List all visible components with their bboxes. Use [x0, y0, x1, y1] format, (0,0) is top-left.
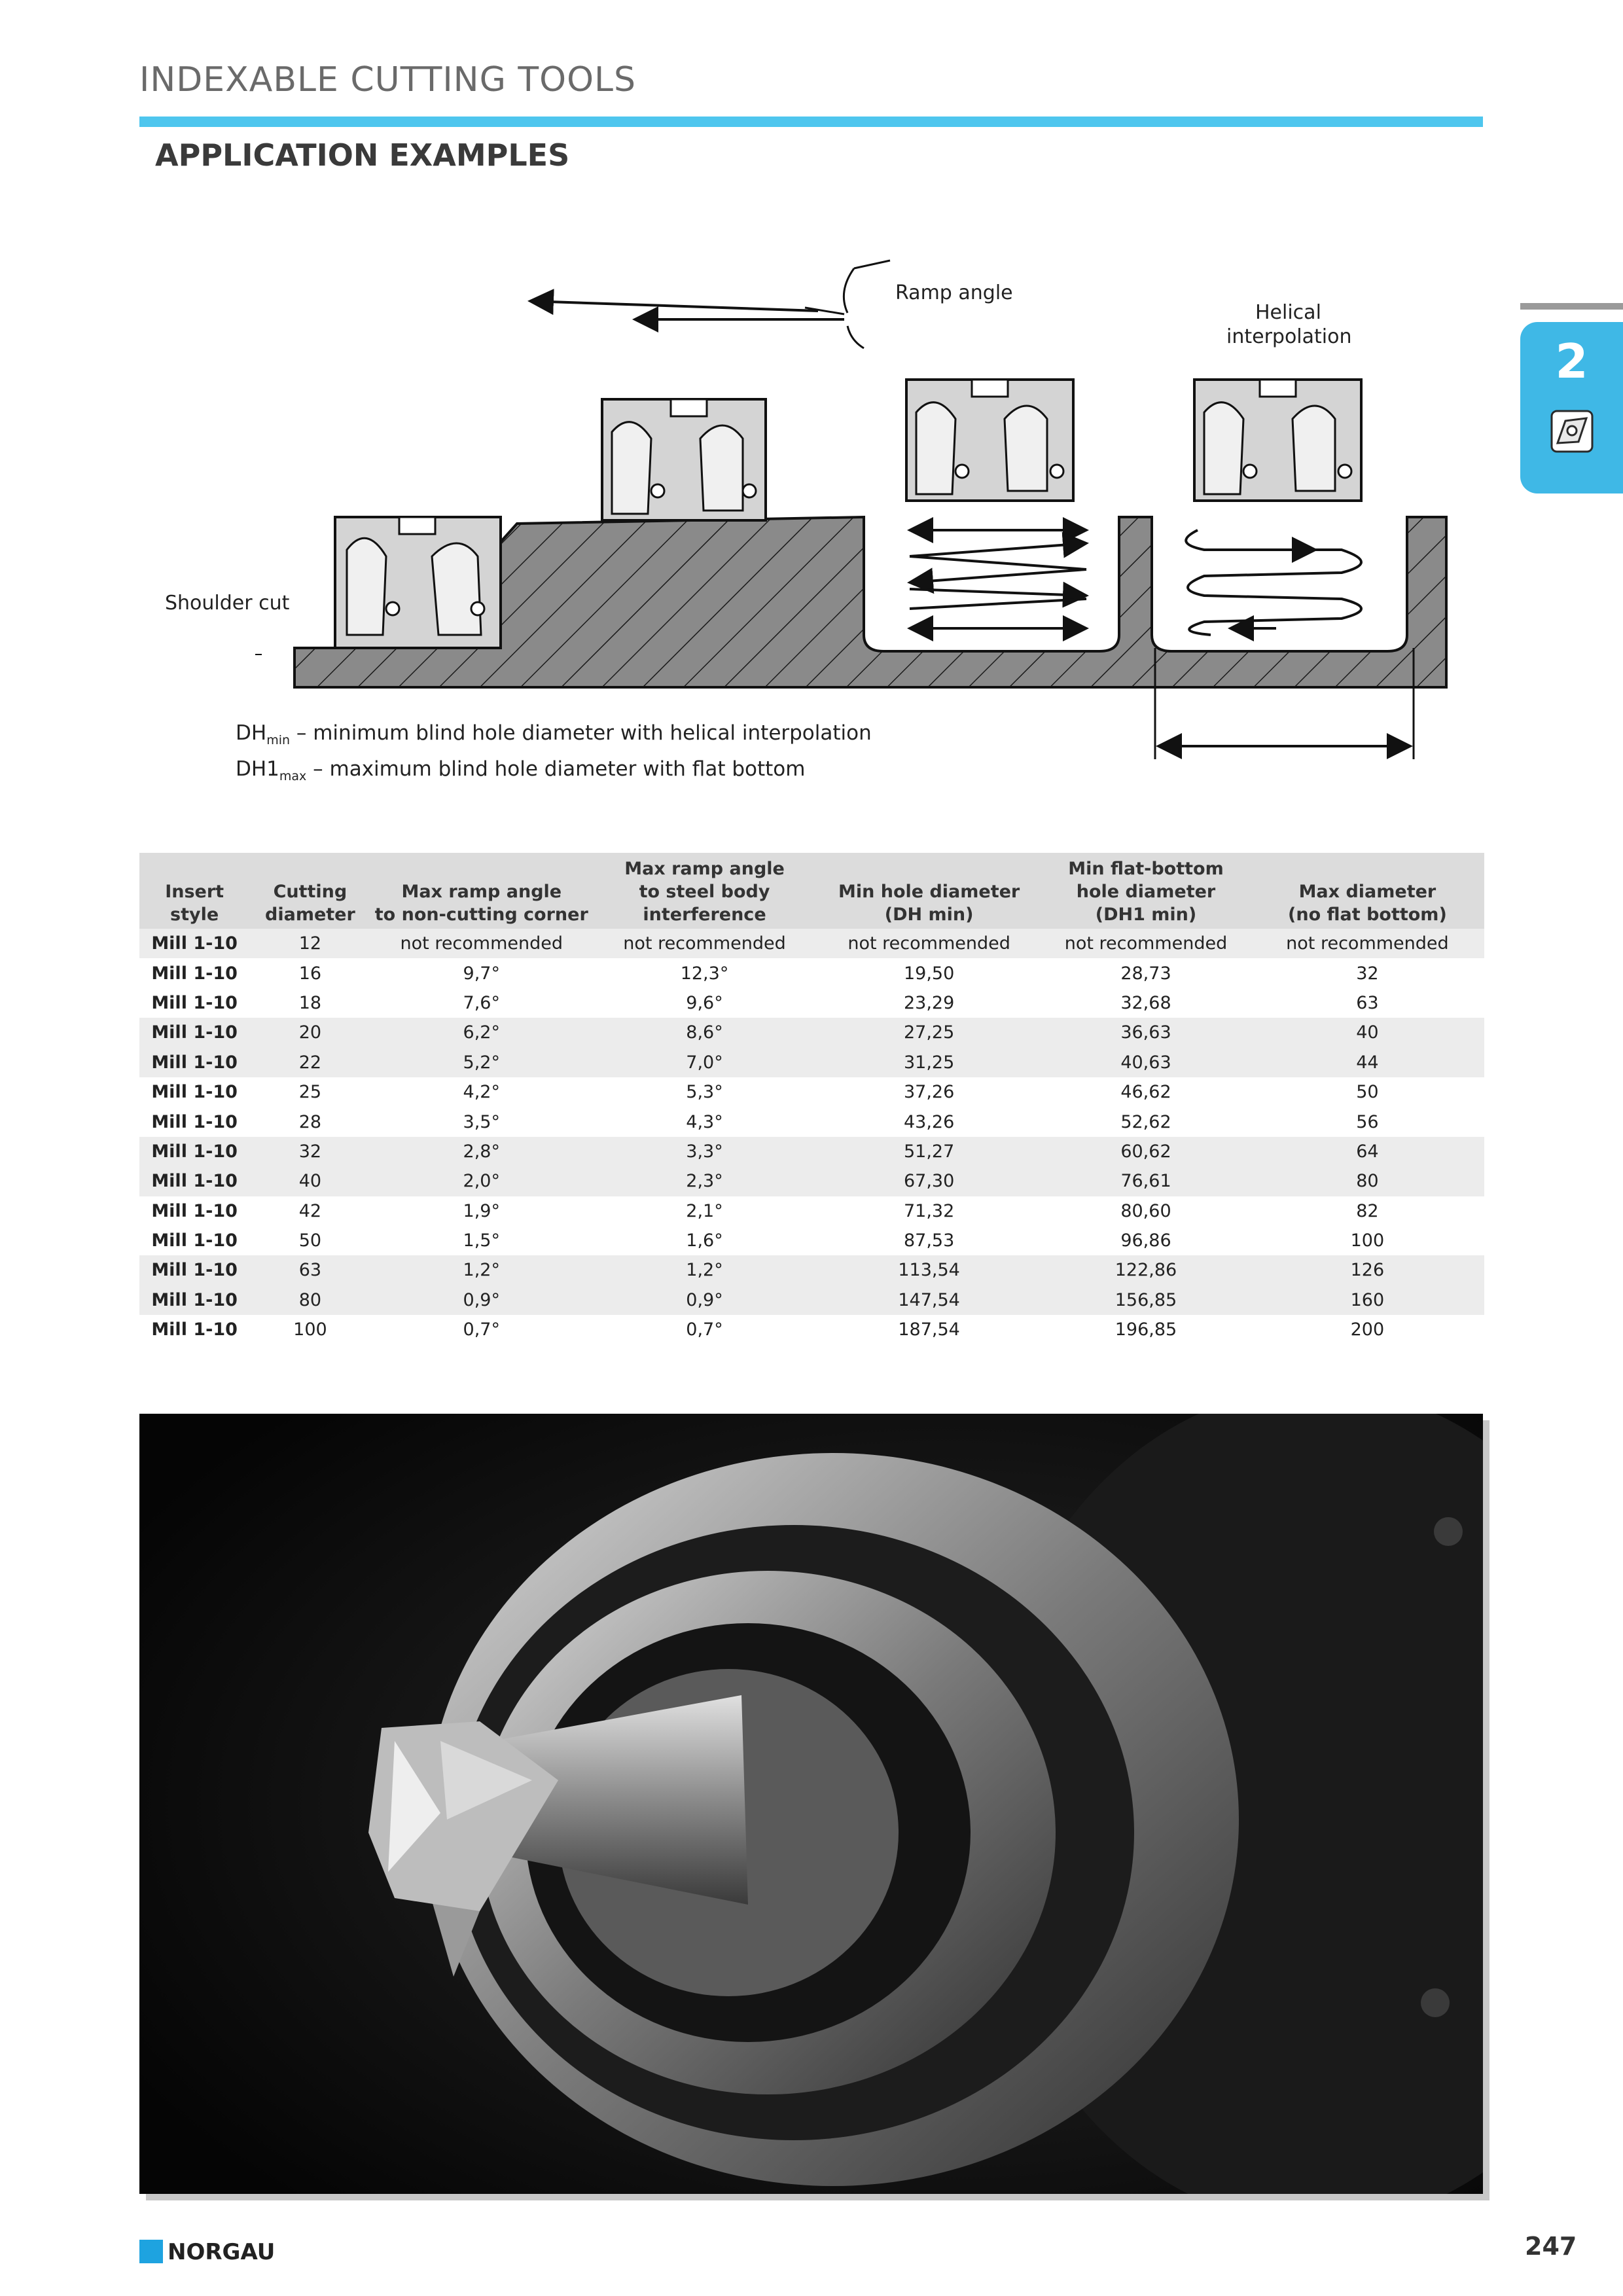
table-cell: Mill 1-10: [151, 992, 238, 1013]
table-row: [139, 1315, 1484, 1344]
table-row: [139, 1107, 1484, 1136]
table-cell: 8,6°: [592, 1018, 817, 1047]
header-title: INDEXABLE CUTTING TOOLS: [139, 60, 636, 99]
brand-name: NORGAU: [168, 2239, 276, 2265]
header-line: style: [170, 905, 219, 925]
header-line: Insert: [165, 882, 224, 902]
table-cell: 40: [249, 1166, 370, 1196]
table-cell: Mill 1-10: [139, 1048, 249, 1077]
table-cell: 9,7°: [463, 963, 500, 984]
table-cell: 87,53: [903, 1230, 955, 1251]
header-line: Min flat-bottom: [1068, 859, 1224, 879]
table-cell: 43,26: [903, 1111, 955, 1132]
table-cell: Mill 1-10: [139, 1137, 249, 1166]
table-cell: Mill 1-10: [151, 1200, 238, 1221]
header-line: interference: [643, 905, 766, 925]
table-cell: 5,3°: [686, 1082, 723, 1103]
col-max-ramp-noncutting: [371, 853, 592, 929]
table-cell: 20: [249, 1018, 370, 1047]
table-cell: 50: [298, 1230, 322, 1251]
legend-dh1max: [236, 757, 805, 783]
table-cell: 0,7°: [463, 1319, 500, 1340]
table-cell: 27,25: [817, 1018, 1041, 1047]
helical-label-line2: interpolation: [1226, 325, 1352, 348]
end-mill-photo: [139, 1414, 1483, 2194]
table-cell: 187,54: [898, 1319, 960, 1340]
table-row: [139, 1166, 1484, 1196]
table-cell: 80,60: [1120, 1200, 1171, 1221]
table-cell: 44: [1251, 1048, 1484, 1077]
table-cell: 1,6°: [686, 1230, 723, 1251]
table-cell: 4,2°: [463, 1082, 500, 1103]
table-row: [139, 1255, 1484, 1285]
table-cell: 25: [298, 1082, 322, 1103]
table-row: [139, 1018, 1484, 1047]
table-cell: 2,8°: [371, 1137, 592, 1166]
table-row: [139, 1048, 1484, 1077]
legend-sub: max: [279, 769, 307, 784]
table-cell: 60,62: [1041, 1137, 1251, 1166]
table-cell: 2,3°: [592, 1166, 817, 1196]
table-cell: 82: [1356, 1200, 1379, 1221]
table-row: [139, 1196, 1484, 1226]
milling-cutter-shoulder: [335, 517, 501, 648]
col-min-flat-bottom: [1041, 853, 1251, 929]
header-line: to steel body: [639, 882, 770, 902]
col-insert-style: [139, 853, 249, 929]
milling-cutter-pocket: [906, 380, 1073, 501]
col-max-diameter: [1251, 853, 1484, 929]
table-cell: 28: [298, 1111, 322, 1132]
table-cell: 50: [1356, 1082, 1379, 1103]
header-line: to non-cutting corner: [374, 905, 588, 925]
table-row: [139, 988, 1484, 1018]
table-cell: 1,9°: [463, 1200, 500, 1221]
header-line: Max ramp angle: [624, 859, 785, 879]
header-line: (DH min): [884, 905, 974, 925]
table-cell: 32: [249, 1137, 370, 1166]
table-cell: not recommended: [371, 929, 592, 958]
table-cell: Mill 1-10: [139, 1285, 249, 1315]
table-cell: 196,85: [1115, 1319, 1177, 1340]
table-body: [139, 929, 1484, 1344]
table-cell: 2,1°: [686, 1200, 723, 1221]
table-cell: 80: [249, 1285, 370, 1315]
table-cell: 3,5°: [463, 1111, 500, 1132]
table-cell: 7,0°: [592, 1048, 817, 1077]
table-cell: Mill 1-10: [151, 1319, 238, 1340]
milling-cutter-helical: [1194, 380, 1361, 501]
header-accent-bar: [139, 117, 1483, 127]
header-line: Max diameter: [1298, 882, 1436, 902]
table-cell: Mill 1-10: [139, 1166, 249, 1196]
chapter-tab-divider: [1520, 303, 1623, 310]
header-line: hole diameter: [1076, 882, 1216, 902]
brand-square: [139, 2240, 163, 2263]
table-cell: not recommended: [817, 929, 1041, 958]
legend-symbol: DH: [236, 721, 267, 745]
ramp-angle-label: Ramp angle: [895, 281, 1013, 304]
table-cell: 23,29: [903, 992, 955, 1013]
table-cell: 40: [1251, 1018, 1484, 1047]
table-cell: Mill 1-10: [151, 1111, 238, 1132]
table-cell: 200: [1350, 1319, 1385, 1340]
table-cell: 100: [293, 1319, 327, 1340]
header-line: diameter: [265, 905, 355, 925]
insert-icon: [1550, 409, 1594, 454]
table-cell: 156,85: [1041, 1285, 1251, 1315]
table-cell: 5,2°: [371, 1048, 592, 1077]
table-cell: 52,62: [1120, 1111, 1171, 1132]
legend-text: – maximum blind hole diameter with flat bottom: [306, 757, 806, 781]
col-min-hole-diameter: [817, 853, 1041, 929]
table-cell: 1,2°: [371, 1255, 592, 1285]
page-number: 247: [1525, 2232, 1577, 2261]
table-cell: 63: [249, 1255, 370, 1285]
table-cell: 0,9°: [592, 1285, 817, 1315]
table-cell: 36,63: [1041, 1018, 1251, 1047]
table-cell: 113,54: [817, 1255, 1041, 1285]
table-cell: 160: [1251, 1285, 1484, 1315]
header-line: Cutting: [273, 882, 348, 902]
table-cell: 18: [298, 992, 322, 1013]
table-cell: Mill 1-10: [139, 1255, 249, 1285]
table-cell: 46,62: [1120, 1082, 1171, 1103]
table-cell: not recommended: [1251, 929, 1484, 958]
table-row: [139, 1285, 1484, 1315]
table-cell: Mill 1-10: [139, 929, 249, 958]
table-cell: 2,0°: [371, 1166, 592, 1196]
table-cell: 96,86: [1120, 1230, 1171, 1251]
col-max-ramp-steel: [592, 853, 817, 929]
table-cell: 7,6°: [463, 992, 500, 1013]
table-cell: 3,3°: [592, 1137, 817, 1166]
section-title: APPLICATION EXAMPLES: [155, 137, 570, 173]
table-cell: 4,3°: [686, 1111, 723, 1132]
table-cell: 0,7°: [686, 1319, 723, 1340]
table-cell: not recommended: [592, 929, 817, 958]
table-row: [139, 958, 1484, 988]
table-cell: 122,86: [1041, 1255, 1251, 1285]
table-cell: 126: [1251, 1255, 1484, 1285]
legend-sub: min: [266, 733, 291, 748]
table-cell: Mill 1-10: [151, 963, 238, 984]
table-cell: 42: [298, 1200, 322, 1221]
milling-cutter-ramping: [602, 399, 766, 520]
shoulder-cut-label: Shoulder cut: [165, 592, 290, 615]
table-cell: 32,68: [1120, 992, 1171, 1013]
table-cell: 64: [1251, 1137, 1484, 1166]
table-header-row: [139, 853, 1484, 929]
table-cell: Mill 1-10: [139, 1018, 249, 1047]
table-cell: not recommended: [1041, 929, 1251, 958]
application-table: [139, 853, 1484, 1344]
col-cutting-diameter: [249, 853, 370, 929]
table-cell: 9,6°: [686, 992, 723, 1013]
table-cell: 0,9°: [371, 1285, 592, 1315]
table-row: [139, 1137, 1484, 1166]
table-cell: 12,3°: [680, 963, 729, 984]
helical-label-line1: Helical: [1255, 301, 1321, 324]
legend-symbol: DH1: [236, 757, 279, 781]
table-cell: 67,30: [817, 1166, 1041, 1196]
table-cell: 56: [1356, 1111, 1379, 1132]
table-cell: 6,2°: [371, 1018, 592, 1047]
table-cell: 63: [1356, 992, 1379, 1013]
legend-text: – minimum blind hole diameter with helical interpolation: [290, 721, 872, 745]
table-row: [139, 929, 1484, 958]
table-cell: Mill 1-10: [151, 1082, 238, 1103]
table-cell: 31,25: [817, 1048, 1041, 1077]
table-cell: 80: [1251, 1166, 1484, 1196]
table-cell: 1,2°: [592, 1255, 817, 1285]
table-cell: 37,26: [903, 1082, 955, 1103]
table-cell: 1,5°: [463, 1230, 500, 1251]
table-row: [139, 1077, 1484, 1107]
table-row: [139, 1226, 1484, 1255]
legend-dhmin: [236, 721, 872, 747]
table-cell: 71,32: [903, 1200, 955, 1221]
table-cell: 28,73: [1120, 963, 1171, 984]
table-cell: 19,50: [903, 963, 955, 984]
header-line: Min hole diameter: [838, 882, 1020, 902]
table-cell: 51,27: [817, 1137, 1041, 1166]
table-cell: 12: [249, 929, 370, 958]
table-cell: 32: [1356, 963, 1379, 984]
table-cell: 147,54: [817, 1285, 1041, 1315]
table-cell: 40,63: [1041, 1048, 1251, 1077]
chapter-number: 2: [1555, 334, 1588, 389]
table-cell: 100: [1350, 1230, 1385, 1251]
table-cell: Mill 1-10: [151, 1230, 238, 1251]
header-line: (DH1 min): [1095, 905, 1197, 925]
table-cell: 76,61: [1041, 1166, 1251, 1196]
header-line: Max ramp angle: [401, 882, 562, 902]
table-cell: 16: [298, 963, 322, 984]
table-cell: 22: [249, 1048, 370, 1077]
header-line: (no flat bottom): [1288, 905, 1447, 925]
